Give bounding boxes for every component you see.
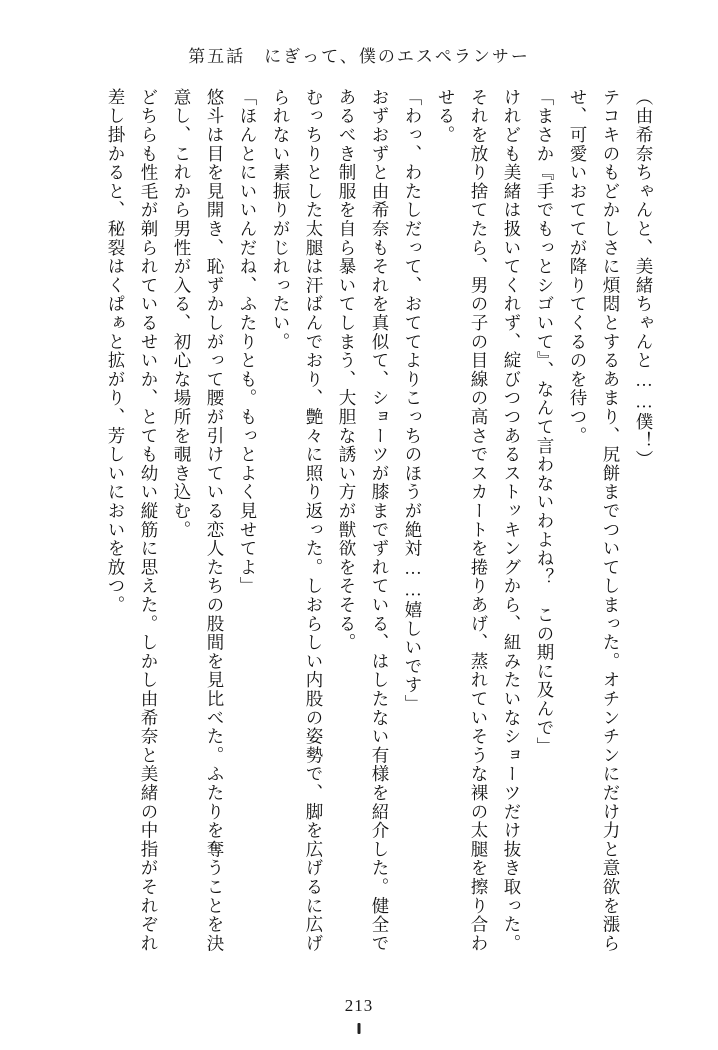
paragraph: むっちりとした太腿は汗ばんでおり、艶々に照り返った。しおらしい内股の姿勢で、脚を広げるに広げられない素振りがじれったい。 xyxy=(271,88,324,953)
paragraph: どちらも性毛が剃られているせいか、とても幼い縦筋に思えた。しかし由希奈と美緒の中指がそれぞれ差し掛かると、秘裂はくぱぁと拡がり、芳しいにおいを放つ。 xyxy=(106,88,159,953)
paragraph: 「ほんとにいいんだね、ふたりとも。もっとよく見せてよ」 xyxy=(238,88,258,596)
chapter-header: 第五話 にぎって、僕のエスペランサー xyxy=(188,47,530,66)
footer-mark-icon xyxy=(358,1023,361,1034)
paragraph: けれども美緒は扱いてくれず、綻びつつあるストッキングから、紐みたいなショーツだけ抜き取った。それを放り捨てたら、男の子の目線の高さでスカートを捲りあげ、蒸れていそうな裸の太腿を擦り合わせる。 xyxy=(436,88,522,953)
paragraph: 「まさか『手でもっとシゴいて』、なんて言わないわよね？ この期に及んで」 xyxy=(535,88,555,757)
paragraph: 悠斗は目を見開き、恥ずかしがって腰が引けている恋人たちの股間を見比べた。ふたりを奪うことを決意し、これから男性が入る、初心な場所を覗き込む。 xyxy=(172,88,225,953)
paragraph: おずおずと由希奈もそれを真似て、ショーツが膝までずれている、はしたない有様を紹介した。健全であるべき制服を自ら暴いてしまう、大胆な誘い方が獣欲をそそる。 xyxy=(337,88,390,953)
paragraph: （由希奈ちゃんと、美緒ちゃんと……僕！） xyxy=(634,88,654,469)
paragraph: 「わっ、わたしだって、おててよりこっちのほうが絶対……嬉しいです」 xyxy=(403,88,423,714)
paragraph: テコキのもどかしさに煩悶とするあまり、尻餅までついてしまった。オチンチンにだけ力と意欲を漲らせ、可愛いおててが降りてくるのを待つ。 xyxy=(568,88,621,953)
body-text xyxy=(60,88,660,968)
page-number: 213 xyxy=(344,996,374,1015)
